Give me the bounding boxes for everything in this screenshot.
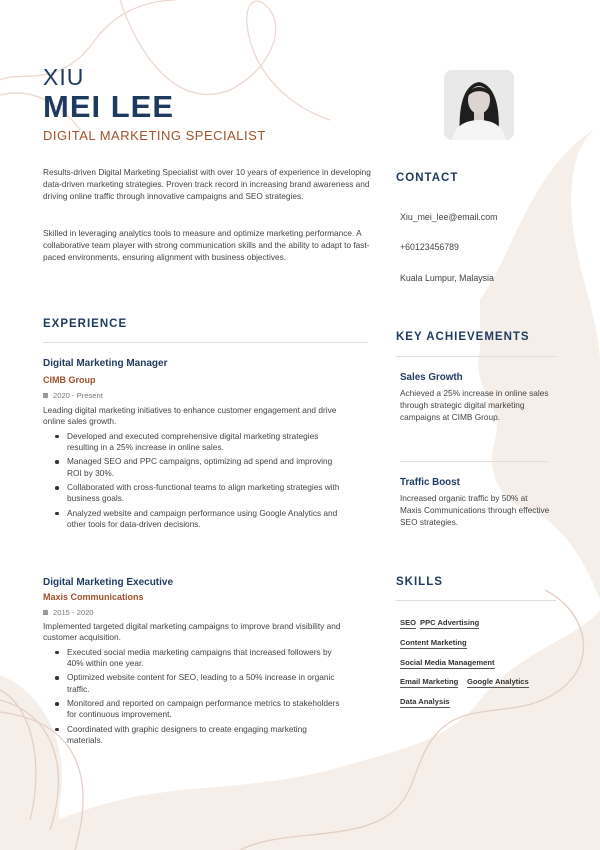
- job-entry: [43, 358, 359, 533]
- experience-heading: EXPERIENCE: [43, 318, 128, 330]
- skills-divider: [396, 600, 556, 601]
- list-item: Developed and executed comprehensive digital marketing strategies resulting in a 25% increase in online sales.: [43, 431, 343, 454]
- calendar-icon: [43, 610, 48, 615]
- summary-paragraph-2: Skilled in leveraging analytics tools to measure and optimize marketing performance. A collaborative team player with strong communication skills and the ability to adapt to fast-paced environments, ensuring alignment with business objectives.: [43, 228, 370, 263]
- job-title: DIGITAL MARKETING SPECIALIST: [43, 128, 266, 143]
- achievements-divider: [396, 356, 556, 357]
- list-item: Executed social media marketing campaigns that increased followers by 40% within one year.: [43, 647, 343, 670]
- skills-heading: SKILLS: [396, 576, 443, 588]
- skill-tag: Google Analytics: [467, 677, 529, 686]
- achievement-title: Traffic Boost: [400, 477, 460, 488]
- skill-tag: Email Marketing: [400, 677, 459, 686]
- achievement-item: [400, 477, 550, 529]
- skill-tag: SEO: [400, 618, 417, 627]
- list-item: Collaborated with cross-functional teams to align marketing strategies with business goals.: [43, 482, 343, 505]
- job-entry: [43, 577, 359, 749]
- job-role: Digital Marketing Manager: [43, 358, 168, 369]
- achievement-divider: [400, 461, 548, 462]
- job-bullets: [43, 431, 343, 530]
- achievement-item: [400, 372, 550, 424]
- skill-tag: Social Media Management: [400, 658, 495, 667]
- first-name: XIU: [43, 64, 85, 90]
- skill-tag: PPC Advertising: [420, 618, 480, 627]
- job-dates: 2020 - Present: [43, 391, 359, 400]
- job-role: Digital Marketing Executive: [43, 577, 174, 588]
- list-item: Monitored and reported on campaign performance metrics to stakeholders for continuous improvement.: [43, 698, 343, 721]
- achievement-text: Increased organic traffic by 50% at Maxis Communications through effective SEO strategies.: [400, 493, 550, 528]
- job-company: CIMB Group: [43, 375, 96, 385]
- list-item: Coordinated with graphic designers to create engaging marketing materials.: [43, 724, 343, 747]
- last-name: MEI LEE: [43, 89, 175, 124]
- contact-email[interactable]: Xiu_mei_lee@email.com: [400, 212, 498, 222]
- list-item: Optimized website content for SEO, leading to a 50% increase in organic traffic.: [43, 672, 343, 695]
- job-company: Maxis Communications: [43, 592, 144, 602]
- job-description: Implemented targeted digital marketing campaigns to improve brand visibility and customer acquisition.: [43, 621, 341, 643]
- achievements-heading: KEY ACHIEVEMENTS: [396, 331, 530, 343]
- skill-tag: Data Analysis: [400, 697, 450, 706]
- job-description: Leading digital marketing initiatives to enhance customer engagement and drive online sales growth.: [43, 405, 337, 427]
- contact-heading: CONTACT: [396, 172, 459, 184]
- achievement-title: Sales Growth: [400, 372, 463, 383]
- job-dates: 2015 - 2020: [43, 608, 359, 617]
- contact-location: Kuala Lumpur, Malaysia: [400, 273, 494, 283]
- list-item: Analyzed website and campaign performance using Google Analytics and other tools for data-driven decisions.: [43, 508, 343, 531]
- contact-phone[interactable]: +60123456789: [400, 242, 459, 252]
- experience-divider: [43, 342, 368, 343]
- calendar-icon: [43, 393, 48, 398]
- profile-photo: [444, 70, 514, 140]
- job-bullets: [43, 647, 343, 746]
- list-item: Managed SEO and PPC campaigns, optimizing ad spend and improving ROI by 30%.: [43, 456, 343, 479]
- achievement-text: Achieved a 25% increase in online sales through strategic digital marketing campaigns at CIMB Group.: [400, 388, 549, 423]
- summary-paragraph-1: Results-driven Digital Marketing Specialist with over 10 years of experience in developing data-driven marketing strategies. Proven track record in increasing brand awareness and driving online traffic through innovative campaigns and SEO strategies.: [43, 167, 371, 202]
- skill-tag: Content Marketing: [400, 638, 467, 647]
